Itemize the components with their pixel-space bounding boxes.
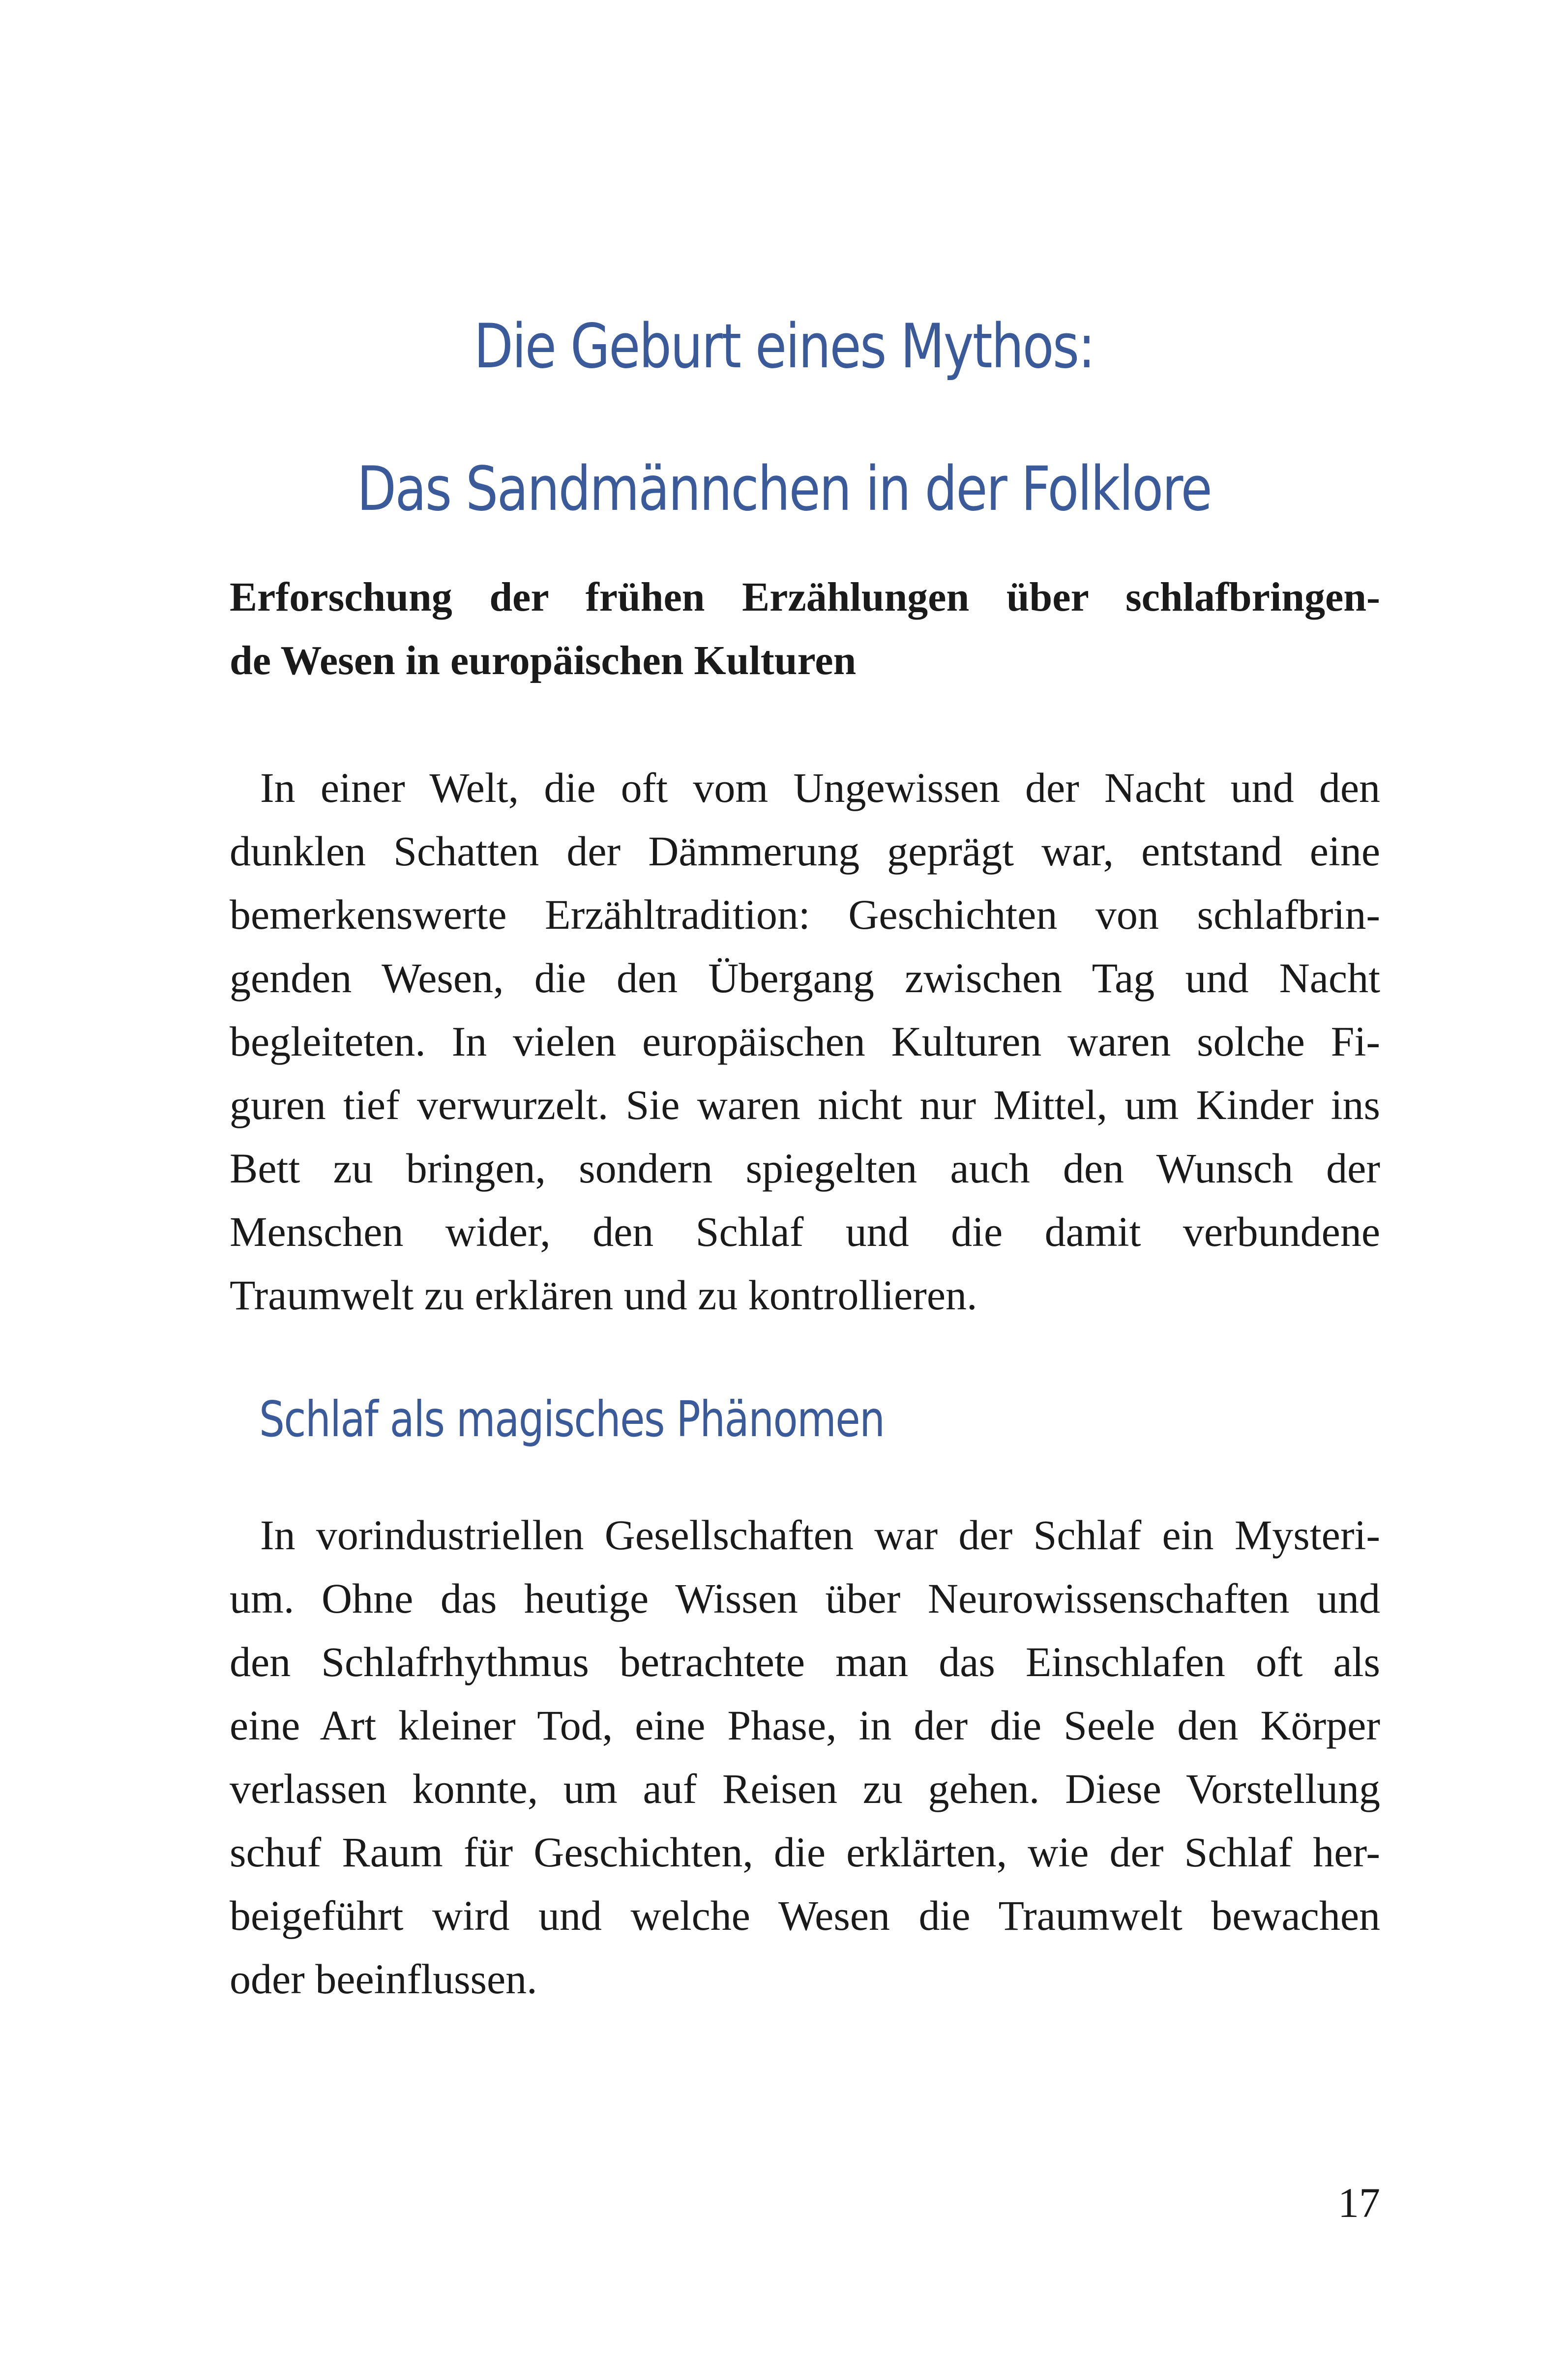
paragraph-line: Bett zu bringen, sondern spiegelten auch den Wunsch der <box>230 1145 1380 1192</box>
paragraph-line: um. Ohne das heutige Wissen über Neurowissenschaften und <box>230 1575 1380 1622</box>
paragraph-line: In vorindustriellen Gesellschaften war der Schlaf ein Mysteri- <box>260 1511 1380 1559</box>
page-number: 17 <box>1338 2179 1380 2226</box>
body-paragraph-2 <box>230 1504 1380 2011</box>
chapter-title-line-1: Die Geburt eines Mythos: <box>473 311 1095 382</box>
paragraph-line: In einer Welt, die oft vom Ungewissen der Nacht und den <box>260 764 1380 811</box>
paragraph-line: den Schlafrhythmus betrachtete man das Einschlafen oft als <box>230 1638 1380 1685</box>
chapter-subtitle <box>230 565 1380 692</box>
paragraph-line: guren tief verwurzelt. Sie waren nicht nur Mittel, um Kinder ins <box>230 1081 1380 1128</box>
paragraph-line: bemerkenswerte Erzähltradition: Geschichten von schlafbrin- <box>230 891 1380 938</box>
chapter-title-line-2: Das Sandmännchen in der Folklore <box>356 454 1212 525</box>
paragraph-line: beigeführt wird und welche Wesen die Traumwelt bewachen <box>230 1892 1380 1939</box>
chapter-subtitle-line-1: Erforschung der frühen Erzählungen über schlafbringen- <box>230 574 1380 620</box>
paragraph-line: Menschen wider, den Schlaf und die damit verbundene <box>230 1208 1380 1255</box>
paragraph-line: schuf Raum für Geschichten, die erklärten, wie der Schlaf her- <box>230 1829 1380 1876</box>
paragraph-line: dunklen Schatten der Dämmerung geprägt war, entstand eine <box>230 827 1380 875</box>
paragraph-line: eine Art kleiner Tod, eine Phase, in der die Seele den Körper <box>230 1702 1380 1749</box>
paragraph-line: begleiteten. In vielen europäischen Kulturen waren solche Fi- <box>230 1018 1380 1065</box>
paragraph-line: genden Wesen, die den Übergang zwischen Tag und Nacht <box>230 954 1380 1002</box>
paragraph-line: Traumwelt zu erklären und zu kontrollieren. <box>230 1271 977 1319</box>
body-paragraph-1 <box>230 756 1380 1327</box>
paragraph-line: oder beeinflussen. <box>230 1955 537 2003</box>
paragraph-line: verlassen konnte, um auf Reisen zu gehen. Diese Vorstellung <box>230 1765 1380 1812</box>
section-heading: Schlaf als magisches Phänomen <box>259 1390 885 1448</box>
chapter-subtitle-line-2: de Wesen in europäischen Kulturen <box>230 638 857 683</box>
chapter-title <box>0 275 1568 560</box>
